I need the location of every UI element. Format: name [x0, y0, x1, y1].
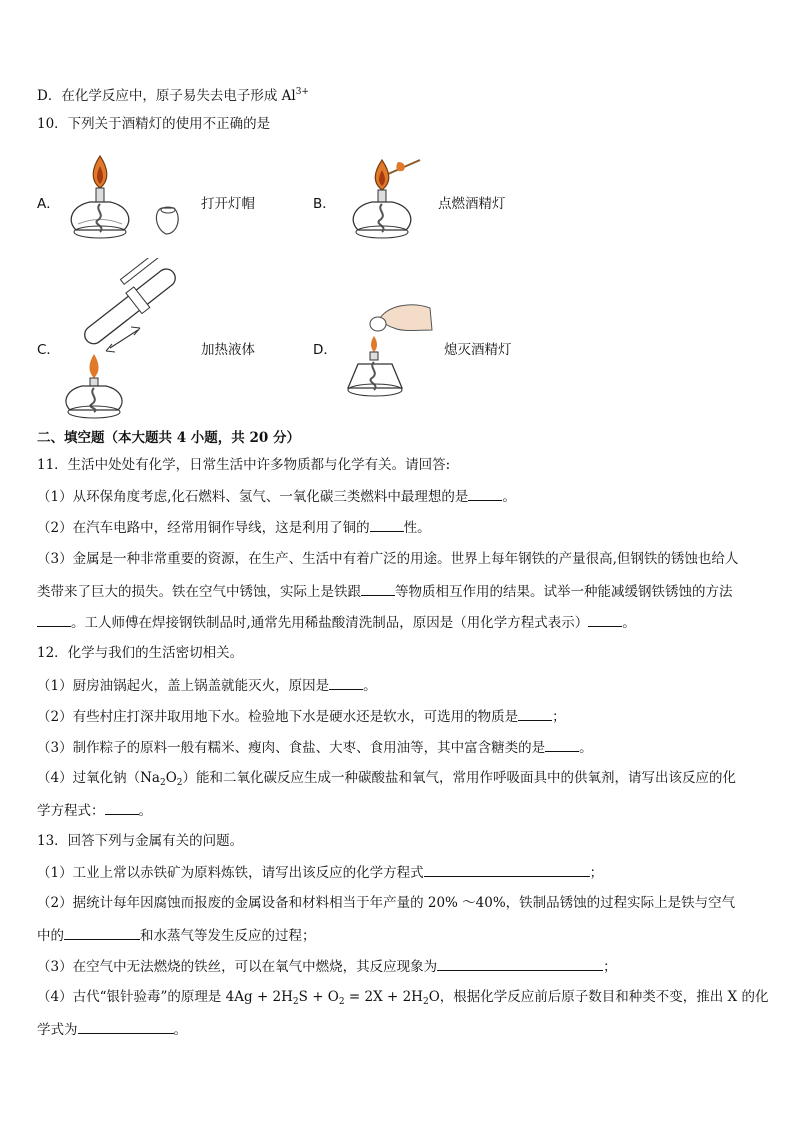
q9-option-d: D．在化学反应中，原子易失去电子形成 $Al^{3+}$: [37, 87, 309, 104]
q11-part3-line2: 类带来了巨大的损失。铁在空气中锈蚀，实际上是铁跟 等物质相互作用的结果。试举一种能减缓钢铁锈蚀的方法: [37, 581, 733, 602]
q13-part4-line2: 学式为 。: [37, 1019, 187, 1040]
answer-blank[interactable]: [588, 612, 622, 627]
q12-part4-line2: 学方程式： 。: [37, 800, 152, 821]
answer-blank[interactable]: [468, 486, 502, 501]
lighting-alcohol-lamp-figure: [348, 152, 428, 244]
q10-b-letter: B．: [313, 196, 336, 212]
q12-part2: （2）有些村庄打深井取用地下水。检验地下水是硬水还是软水，可选用的物质是 ；: [37, 706, 566, 727]
q11-part2: （2）在汽车电路中，经常用铜作导线，这是利用了铜的 性。: [37, 517, 431, 538]
answer-blank[interactable]: [370, 517, 404, 532]
answer-blank[interactable]: [545, 737, 579, 752]
q10-stem: 10．下列关于酒精灯的使用不正确的是: [37, 116, 271, 132]
heating-liquid-figure: [60, 258, 200, 420]
q13-stem: 13．回答下列与金属有关的问题。: [37, 833, 244, 849]
q12-part1: （1）厨房油锅起火，盖上锅盖就能灭火，原因是 。: [37, 675, 377, 696]
q12-stem: 12．化学与我们的生活密切相关。: [37, 645, 244, 661]
answer-blank[interactable]: [64, 925, 140, 940]
q13-part3: （3）在空气中无法燃烧的铁丝，可以在氧气中燃烧，其反应现象为 ；: [37, 956, 617, 977]
q11-stem: 11．生活中处处有化学，日常生活中许多物质都与化学有关。请回答:: [37, 457, 451, 473]
q10-b-label: 点燃酒精灯: [438, 196, 506, 212]
q12-part3: （3）制作粽子的原料一般有糯米、瘦肉、食盐、大枣、食用油等，其中富含糖类的是 。: [37, 737, 593, 758]
q10-c-label: 加热液体: [201, 342, 255, 358]
q11-part1: （1）从环保角度考虑,化石燃料、氢气、一氧化碳三类燃料中最理想的是 。: [37, 486, 516, 507]
alcohol-lamp-cap-off-figure: [62, 148, 192, 244]
q11-part3-line1: （3）金属是一种非常重要的资源，在生产、生活中有着广泛的用途。世界上每年钢铁的产量很高,但钢铁的锈蚀也给人: [37, 551, 739, 567]
answer-blank[interactable]: [424, 862, 590, 877]
q10-c-letter: C．: [37, 342, 60, 358]
answer-blank[interactable]: [518, 706, 552, 721]
answer-blank[interactable]: [361, 581, 395, 596]
answer-blank[interactable]: [105, 800, 139, 815]
answer-blank[interactable]: [329, 675, 363, 690]
q10-a-label: 打开灯帽: [201, 196, 255, 212]
q13-part2-line2: 中的 和水蒸气等发生反应的过程；: [37, 925, 316, 946]
q10-d-label: 熄灭酒精灯: [444, 342, 512, 358]
q13-part2-line1: （2）据统计每年因腐蚀而报废的金属设备和材料相当于年产量的 20% ～40%，铁制品锈蚀的过程实际上是铁与空气: [37, 895, 736, 911]
q13-part4-line1: （4）古代“银针验毒”的原理是 $4Ag + 2H_2S + O_2 = 2X + 2H_2O$，根据化学反应前后原子数目和种类不变，推出 X 的化: [37, 989, 769, 1007]
extinguishing-alcohol-lamp-figure: [340, 300, 435, 400]
section-heading: 二、填空题（本大题共 4 小题，共 20 分）: [37, 430, 300, 446]
answer-blank[interactable]: [37, 612, 71, 627]
q12-part4-line1: （4）过氧化钠$(Na_2O_2)$能和二氧化碳反应生成一种碳酸盐和氧气，常用作呼吸面具中的供氧剂，请写出该反应的化: [37, 770, 736, 788]
q13-part1: （1）工业上常以赤铁矿为原料炼铁，请写出该反应的化学方程式 ；: [37, 862, 603, 883]
answer-blank[interactable]: [78, 1019, 174, 1034]
q11-part3-line3: 。工人师傅在焊接钢铁制品时,通常先用稀盐酸清洗制品，原因是（用化学方程式表示） 。: [37, 612, 636, 633]
q10-a-letter: A．: [37, 196, 60, 212]
answer-blank[interactable]: [437, 956, 603, 971]
q10-d-letter: D．: [313, 342, 337, 358]
